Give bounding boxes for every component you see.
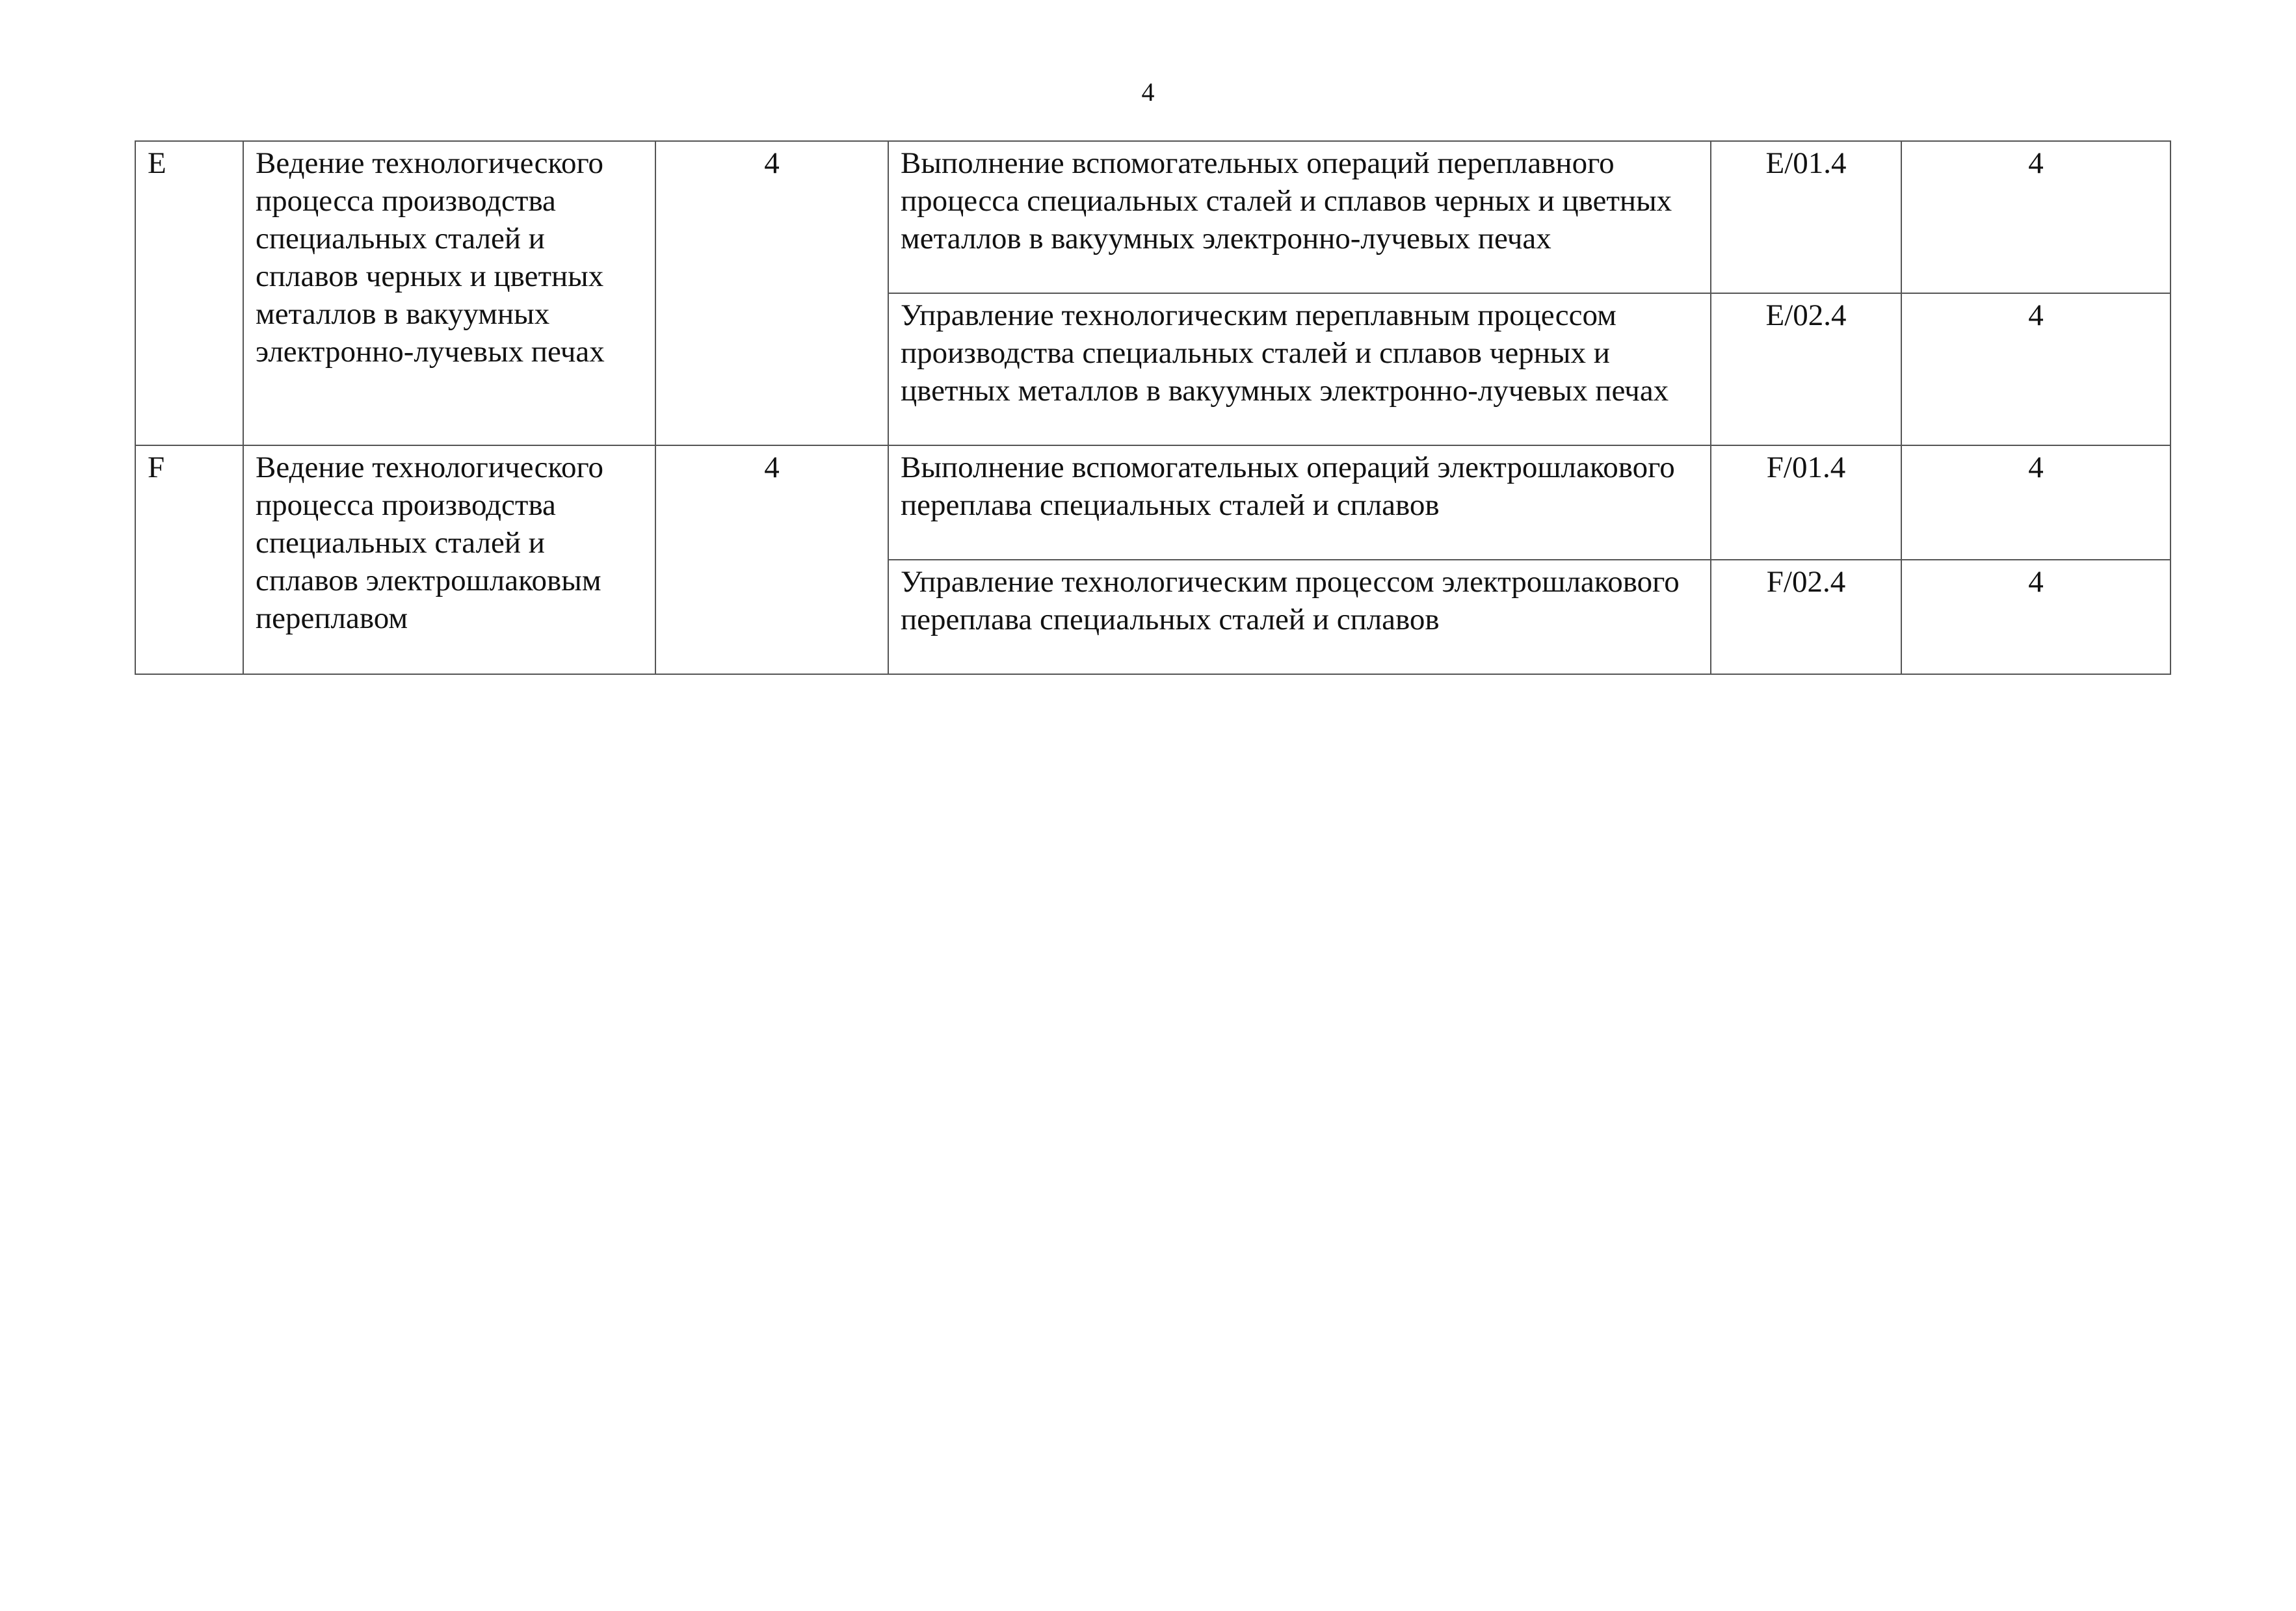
table-row [135, 445, 2171, 560]
qualification-level: 4 [655, 141, 888, 445]
labor-function-code: E/02.4 [1711, 293, 1901, 445]
labor-function-name: Выполнение вспомогательных операций переплавного процесса специальных сталей и сплавов черных и цветных металлов в вакуумных электронно-лучевых печах [888, 141, 1711, 293]
table-row [135, 141, 2171, 293]
labor-function-name: Управление технологическим переплавным процессом производства специальных сталей и сплавов черных и цветных металлов в вакуумных электронно-лучевых печах [888, 293, 1711, 445]
labor-function-level: 4 [1901, 445, 2171, 560]
functions-table [135, 140, 2171, 675]
qualification-level: 4 [655, 445, 888, 674]
labor-function-code: F/01.4 [1711, 445, 1901, 560]
labor-function-name: Выполнение вспомогательных операций электрошлакового переплава специальных сталей и сплавов [888, 445, 1711, 560]
labor-function-code: F/02.4 [1711, 560, 1901, 674]
labor-function-code: E/01.4 [1711, 141, 1901, 293]
labor-function-level: 4 [1901, 560, 2171, 674]
labor-function-name: Управление технологическим процессом электрошлакового переплава специальных сталей и сплавов [888, 560, 1711, 674]
general-function-code: F [135, 445, 243, 674]
labor-function-level: 4 [1901, 293, 2171, 445]
labor-function-level: 4 [1901, 141, 2171, 293]
page-number: 4 [1141, 77, 1155, 107]
general-function-code: E [135, 141, 243, 445]
general-function-name: Ведение технологического процесса производства специальных сталей и сплавов черных и цветных металлов в вакуумных электронно-лучевых печах [243, 141, 655, 445]
general-function-name: Ведение технологического процесса производства специальных сталей и сплавов электрошлаковым переплавом [243, 445, 655, 674]
